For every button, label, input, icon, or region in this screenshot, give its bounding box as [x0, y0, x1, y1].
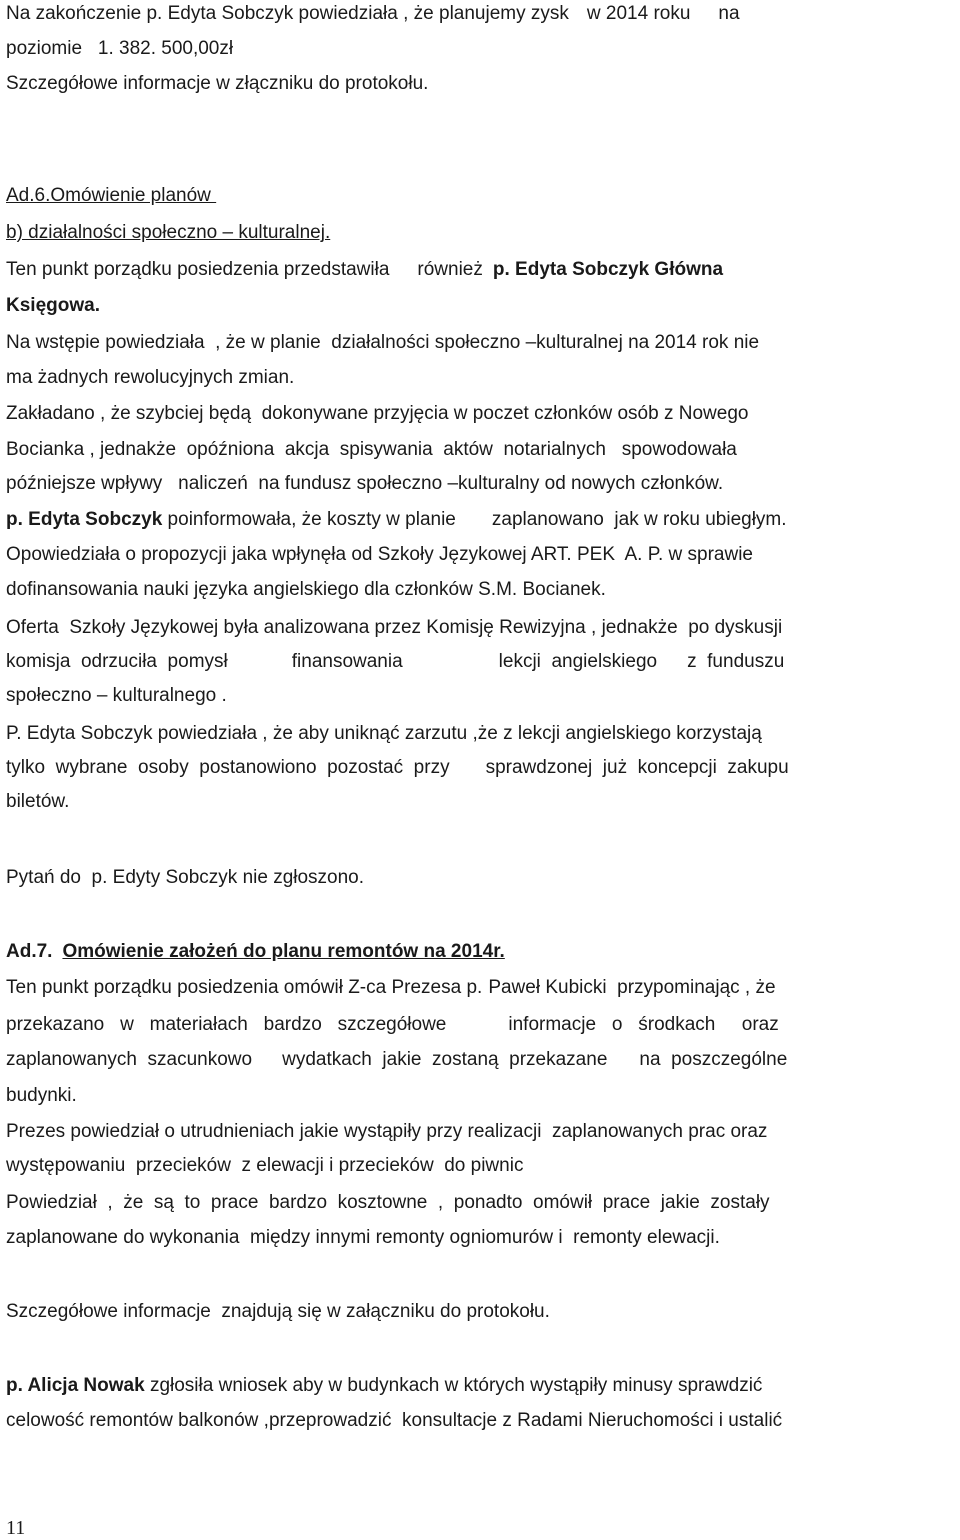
text-segment: Ten punkt porządku posiedzenia omówił Z-ca Prezesa p. [6, 977, 483, 998]
text-line: Pytań do p. Edyty Sobczyk nie zgłoszono. [6, 867, 365, 888]
section-subheading-text: b) działalności społeczno – kulturalnej [6, 222, 325, 243]
text-line: dofinansowania nauki języka angielskiego dla członków S.M. Bocianek. [6, 579, 606, 600]
text-segment: poinformowała, że koszty w planie [162, 509, 456, 530]
section-heading [6, 940, 960, 964]
person-name: p. Edyta Sobczyk Główna [492, 259, 724, 280]
text-line: budynki. [6, 1085, 77, 1106]
text-segment: w 2014 roku [586, 3, 691, 24]
text-line [6, 508, 960, 532]
text-line: poziomie 1. 382. 500,00zł [6, 38, 234, 59]
section-heading-text: Omówienie założeń do planu remontów na 2014r. [62, 941, 505, 962]
text-segment: finansowania [291, 651, 403, 672]
text-line: Bocianka , jednakże opóźniona akcja spisywania aktów notarialnych spowodowała [6, 439, 737, 460]
text-line: Na wstępie powiedziała , że w planie działalności społeczno –kulturalnej na 2014 rok nie [6, 332, 760, 353]
text-segment: zaplanowano jak w roku ubiegłym. [491, 509, 787, 530]
text-line: zaplanowane do wykonania między innymi remonty ogniomurów i remonty elewacji. [6, 1227, 720, 1248]
text-segment: na poszczególne [639, 1049, 788, 1070]
text-line: późniejsze wpływy naliczeń na fundusz społeczno –kulturalny od nowych członków. [6, 473, 724, 494]
text-segment: zaplanowanych szacunkowo [6, 1049, 253, 1070]
text-segment: zgłosiła wniosek aby w budynkach w których wystąpiły minusy sprawdzić [144, 1375, 763, 1396]
section-subheading-dot: . [324, 222, 331, 243]
text-line [6, 1013, 960, 1037]
text-segment: informacje o środkach oraz [508, 1014, 779, 1035]
text-line: Opowiedziała o propozycji jaka wpłynęła od Szkoły Językowej ART. PEK A. P. w sprawie [6, 544, 753, 565]
text-line [6, 1374, 960, 1398]
text-line [6, 258, 960, 282]
text-segment: na [718, 3, 740, 24]
text-segment: Na zakończenie p. Edyta Sobczyk powiedziała , że planujemy zysk [6, 3, 569, 24]
section-number: Ad.7. [6, 941, 53, 962]
text-line: Prezes powiedział o utrudnieniach jakie wystąpiły przy realizacji zaplanowanych prac oraz [6, 1121, 768, 1142]
text-segment: również [417, 259, 483, 280]
text-line: Szczegółowe informacje w złączniku do protokołu. [6, 73, 429, 94]
text-line: P. Edyta Sobczyk powiedziała , że aby uniknąć zarzutu ,że z lekcji angielskiego korzystają [6, 723, 762, 744]
section-heading-text: Ad.6.Omówienie planów [6, 185, 217, 206]
text-line [6, 2, 960, 26]
text-line: biletów. [6, 791, 70, 812]
text-line: Oferta Szkoły Językowej była analizowana przez Komisję Rewizyjna , jednakże po dyskusji [6, 617, 783, 638]
text-line [6, 1048, 960, 1072]
text-segment: sprawdzonej już koncepcji zakupu [485, 757, 789, 778]
text-segment: z funduszu [687, 651, 785, 672]
text-segment: tylko wybrane osoby postanowiono pozostać przy [6, 757, 450, 778]
text-line: Zakładano , że szybciej będą dokonywane przyjęcia w poczet członków osób z Nowego [6, 403, 749, 424]
text-line: celowość remontów balkonów ,przeprowadzić konsultacje z Radami Nieruchomości i ustalić [6, 1410, 783, 1431]
text-segment: wydatkach jakie zostaną przekazane [282, 1049, 608, 1070]
person-name: p. Alicja Nowak [6, 1375, 145, 1396]
text-line: społeczno – kulturalnego . [6, 685, 227, 706]
text-line: Księgowa. [6, 295, 100, 316]
text-line [6, 976, 960, 1000]
text-segment: lekcji angielskiego [498, 651, 658, 672]
text-line [6, 650, 960, 674]
section-subheading [6, 221, 960, 245]
text-line: Powiedział , że są to prace bardzo kosztowne , ponadto omówił prace jakie zostały [6, 1192, 770, 1213]
text-segment: komisja odrzuciła pomysł [6, 651, 228, 672]
text-segment: Ten punkt porządku posiedzenia przedstawiła [6, 259, 390, 280]
text-line: Szczegółowe informacje znajdują się w załączniku do protokołu. [6, 1301, 550, 1322]
text-line [6, 756, 960, 780]
text-line: ma żadnych rewolucyjnych zmian. [6, 367, 295, 388]
section-heading [6, 184, 960, 208]
page-number: 11 [6, 1517, 26, 1539]
text-segment: Paweł Kubicki przypominając , że [488, 977, 776, 998]
person-name: p. Edyta Sobczyk [6, 509, 163, 530]
text-segment: przekazano w materiałach bardzo szczegółowe [6, 1014, 447, 1035]
text-line: występowaniu przecieków z elewacji i przecieków do piwnic [6, 1155, 524, 1176]
